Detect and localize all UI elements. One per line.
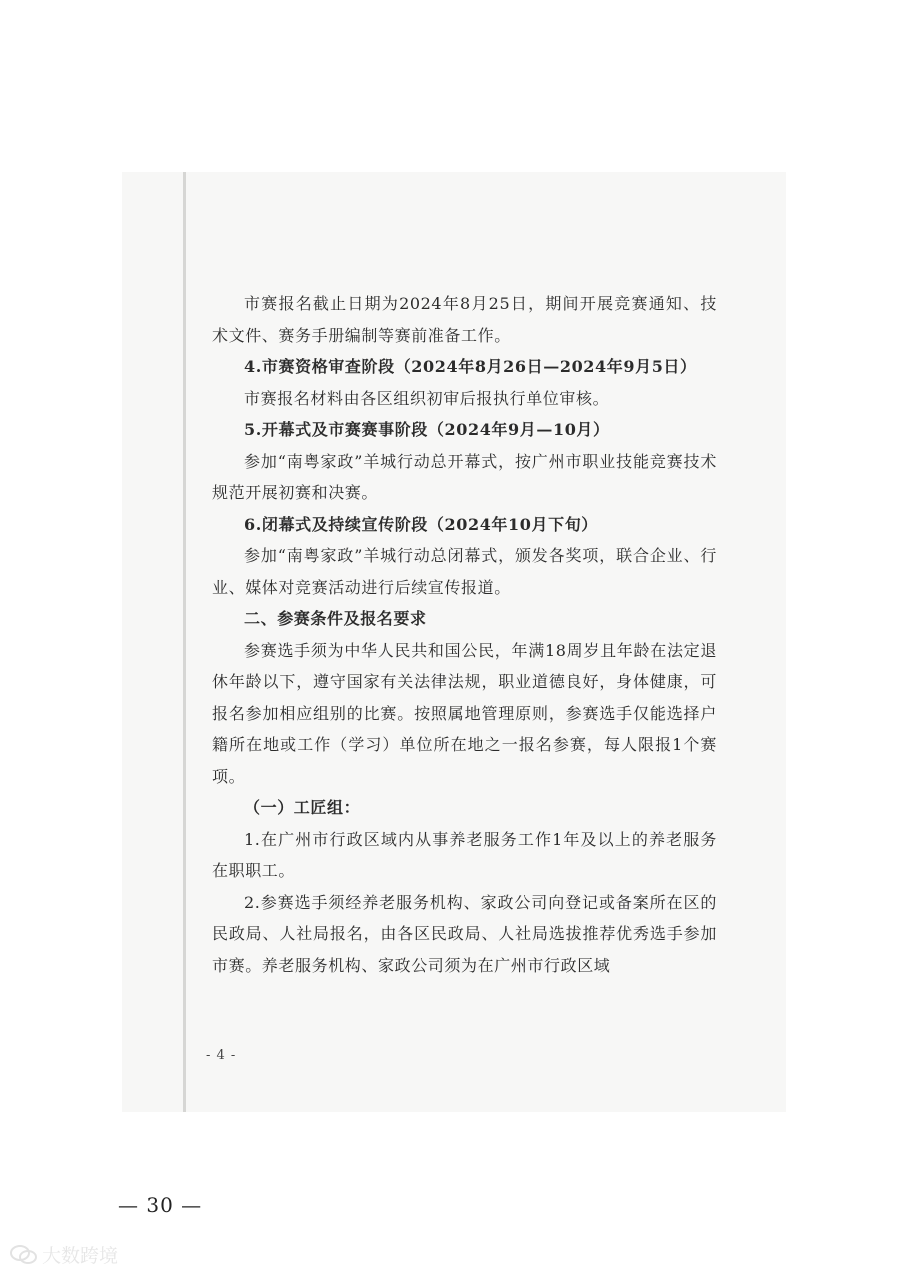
watermark (10, 1241, 118, 1268)
paragraph-closing: 参加“南粤家政”羊城行动总闭幕式，颁发各奖项，联合企业、行业、媒体对竞赛活动进行后续宣传报道。 (212, 546, 717, 597)
paragraph-review: 市赛报名材料由各区组织初审后报执行单位审核。 (244, 388, 610, 408)
scan-page-number: - 4 - (206, 1048, 237, 1063)
paragraph-opening: 参加“南粤家政”羊城行动总开幕式，按广州市职业技能竞赛技术规范开展初赛和决赛。 (212, 451, 717, 502)
document-body (212, 288, 717, 981)
watermark-text: 大数跨境 (42, 1245, 119, 1267)
heading-qualification-review: 4.市赛资格审查阶段（2024年8月26日—2024年9月5日） (244, 357, 697, 376)
heading-craftsman-group: （一）工匠组： (244, 798, 361, 817)
binding-edge (183, 172, 186, 1112)
wechat-bubble-logo-icon (10, 1244, 38, 1266)
heading-closing-ceremony: 6.闭幕式及持续宣传阶段（2024年10月下旬） (244, 514, 598, 534)
heading-entry-requirements: 二、参赛条件及报名要求 (244, 609, 427, 628)
paragraph-requirement-1: 1.在广州市行政区域内从事养老服务工作1年及以上的养老服务在职职工。 (212, 829, 717, 880)
page-number: — 30 — (118, 1193, 203, 1217)
heading-opening-ceremony: 5.开幕式及市赛赛事阶段（2024年9月—10月） (244, 420, 610, 439)
paragraph-requirement-2: 2.参赛选手须经养老服务机构、家政公司向登记或备案所在区的民政局、人社局报名，由各区民政局、人社局选拔推荐优秀选手参加市赛。养老服务机构、家政公司须为在广州市行政区域 (212, 892, 717, 975)
paragraph-eligibility: 参赛选手须为中华人民共和国公民，年满18周岁且年龄在法定退休年龄以下，遵守国家有关法律法规，职业道德良好，身体健康，可报名参加相应组别的比赛。按照属地管理原则，参赛选手仅能选择户籍所在地或工作（学习）单位所在地之一报名参赛，每人限报1个赛项。 (212, 640, 717, 786)
paragraph-deadline: 市赛报名截止日期为2024年8月25日，期间开展竞赛通知、技术文件、赛务手册编制等赛前准备工作。 (212, 294, 717, 345)
